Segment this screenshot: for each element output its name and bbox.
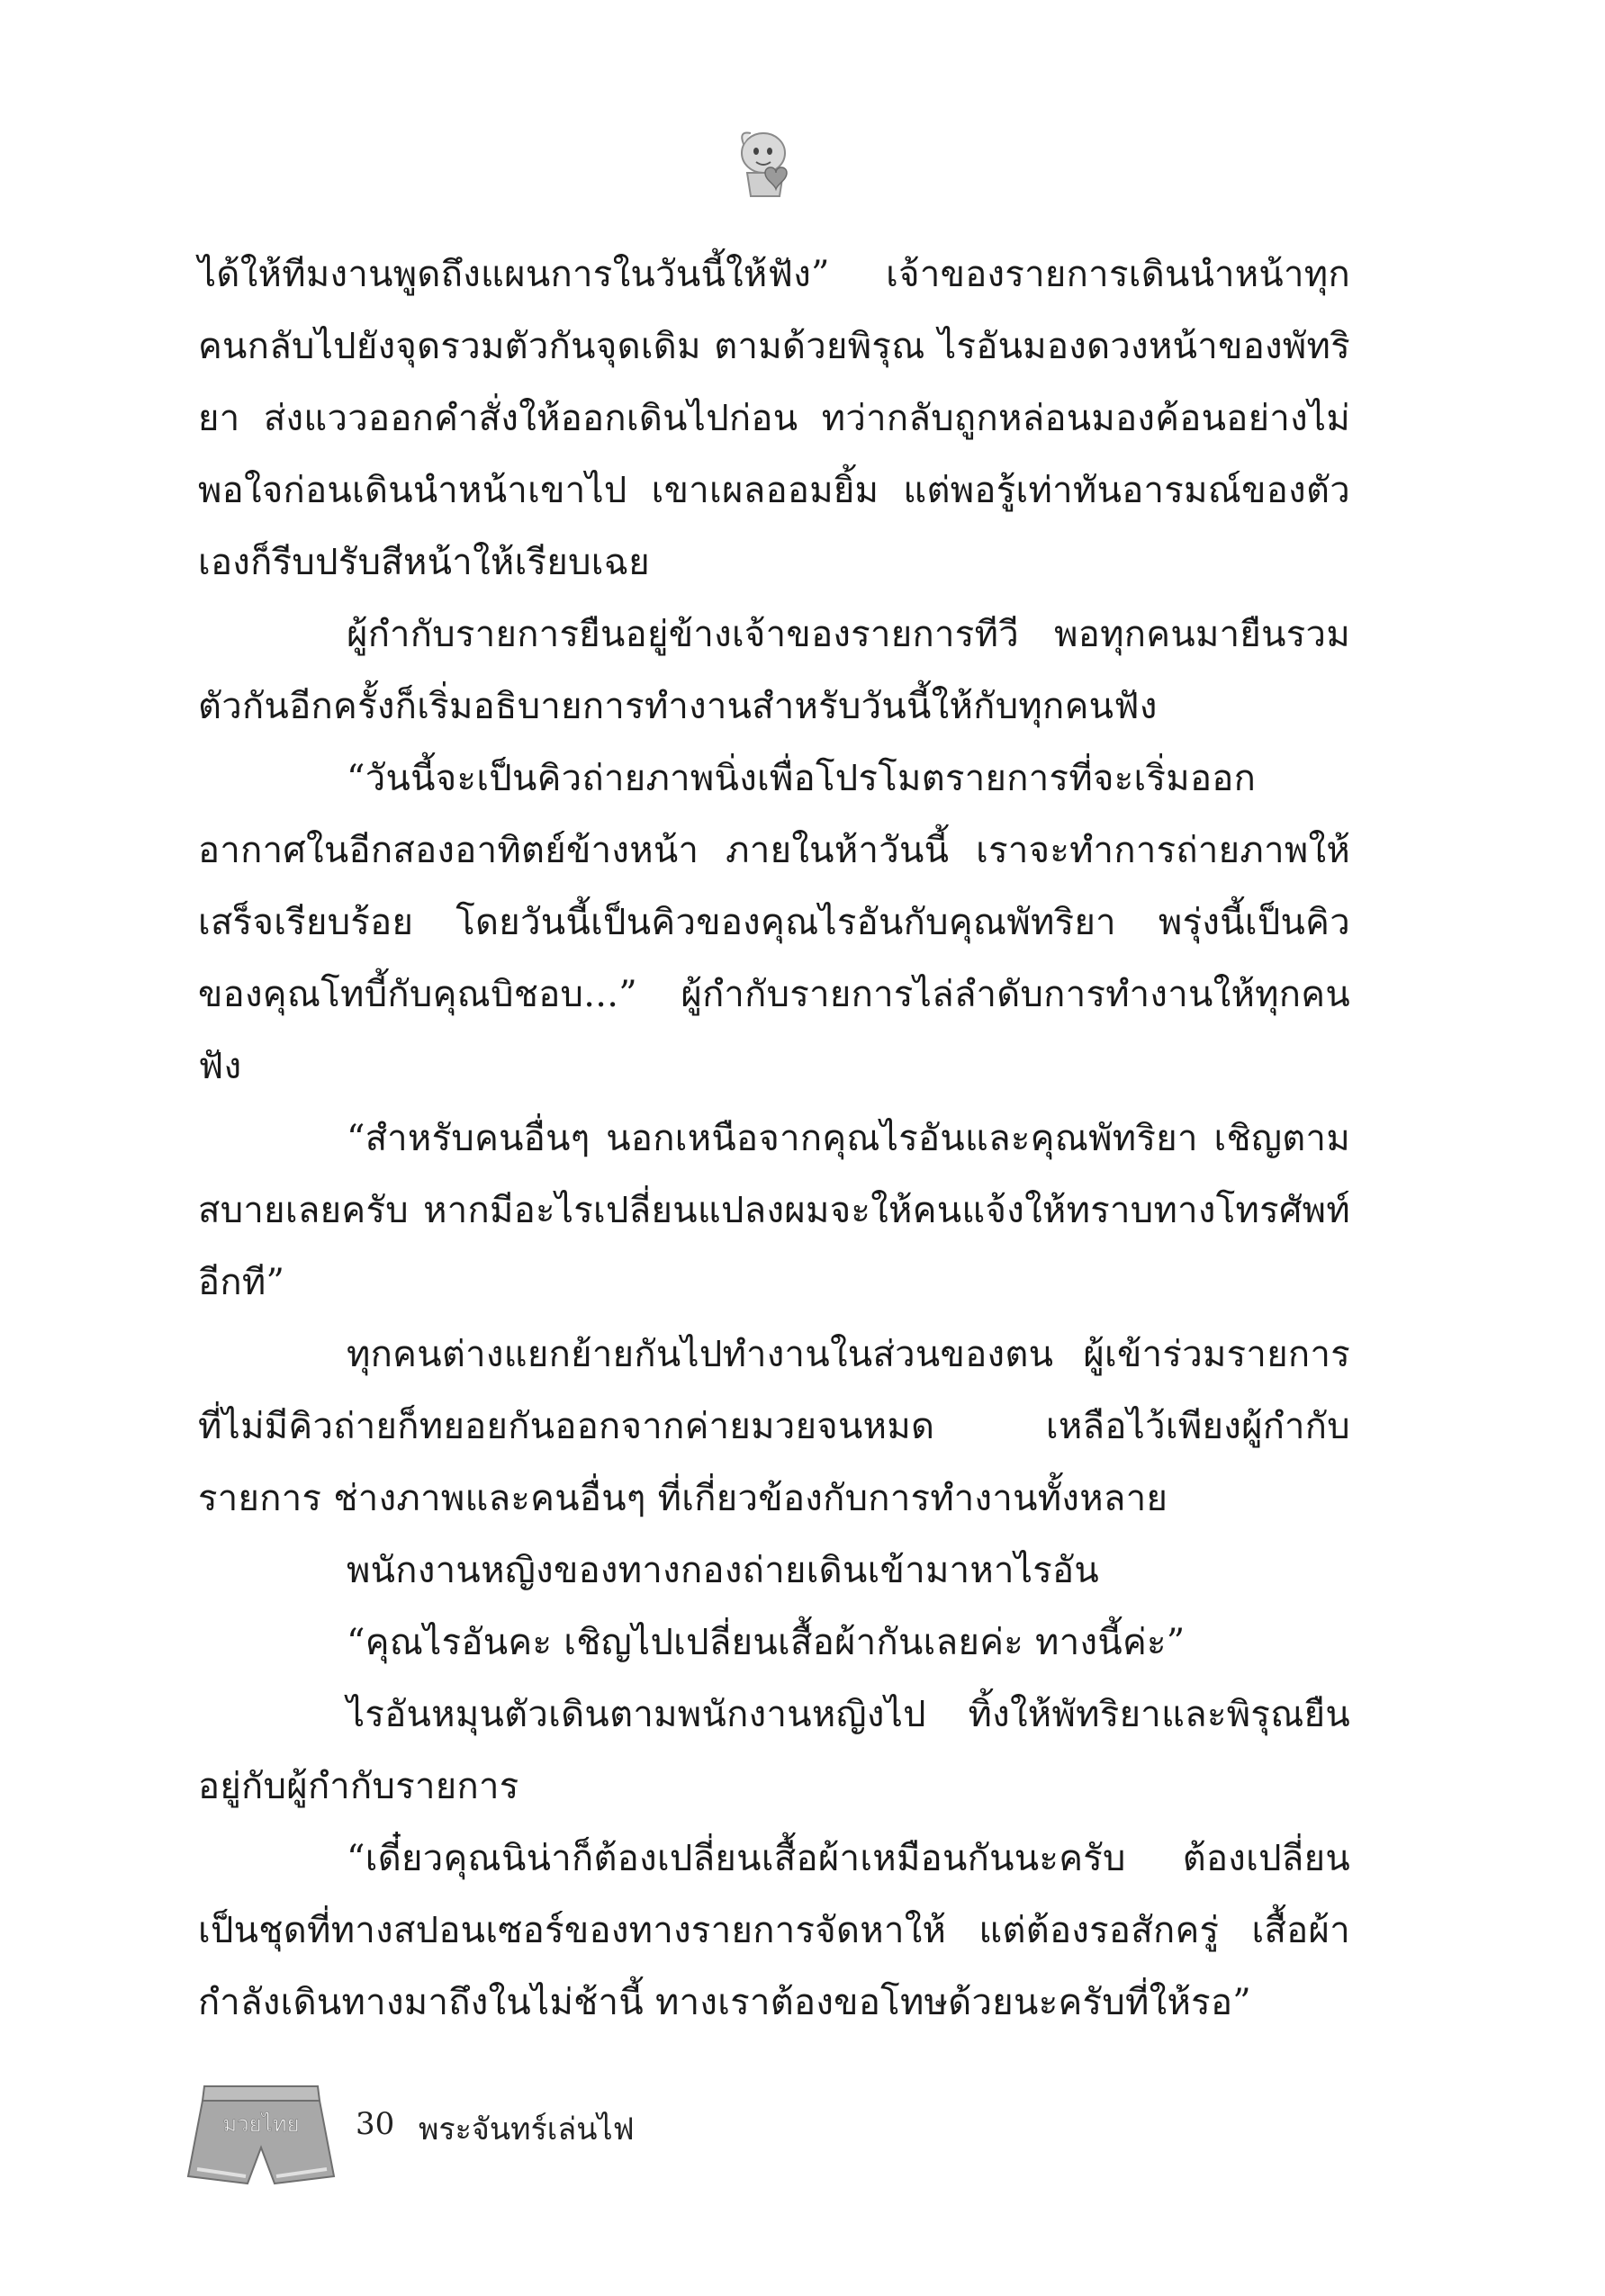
- body-text: [198, 239, 1350, 2039]
- paragraph: “วันนี้จะเป็นคิวถ่ายภาพนิ่งเพื่อโปรโมตรายการที่จะเริ่มออกอากาศในอีกสองอาทิตย์ข้างหน้า ภายในห้าวันนี้ เราจะทำการถ่ายภาพให้เสร็จเรียบร้อย โดยวันนี้เป็นคิวของคุณไรอันกับคุณพัทริยา พรุ่งนี้เป็นคิวของคุณโทบี้กับคุณบิชอบ...” ผู้กำกับรายการไล่ลำดับการทำงานให้ทุกคนฟัง: [198, 758, 1350, 1087]
- paragraph: ทุกคนต่างแยกย้ายกันไปทำงานในส่วนของตน ผู้เข้าร่วมรายการที่ไม่มีคิวถ่ายก็ทยอยกันออกจากค่ายมวยจนหมด เหลือไว้เพียงผู้กำกับรายการ ช่างภาพและคนอื่นๆ ที่เกี่ยวข้องกับการทำงานทั้งหลาย: [198, 1334, 1350, 1519]
- paragraph: “คุณไรอันคะ เชิญไปเปลี่ยนเสื้อผ้ากันเลยค่ะ ทางนี้ค่ะ”: [347, 1622, 1186, 1663]
- paragraph: ได้ให้ทีมงานพูดถึงแผนการในวันนี้ให้ฟัง” เจ้าของรายการเดินนำหน้าทุกคนกลับไปยังจุดรวมตัวกันจุดเดิม ตามด้วยพิรุณ ไรอันมองดวงหน้าของพัทริยา ส่งแววออกคำสั่งให้ออกเดินไปก่อน ทว่ากลับถูกหล่อนมองค้อนอย่างไม่พอใจก่อนเดินนำหน้าเขาไป เขาเผลออมยิ้ม แต่พอรู้เท่าทันอารมณ์ของตัวเองก็รีบปรับสีหน้าให้เรียบเฉย: [198, 254, 1350, 583]
- page-footer: [185, 2070, 815, 2205]
- shorts-lettering: มวยไทย: [222, 2111, 300, 2137]
- paragraph: ไรอันหมุนตัวเดินตามพนักงานหญิงไป ทิ้งให้พัทริยาและพิรุณยืนอยู่กับผู้กำกับรายการ: [198, 1694, 1350, 1807]
- cartoon-character-icon: [720, 117, 810, 207]
- book-title: พระจันทร์เล่นไฟ: [419, 2111, 635, 2147]
- page-number: 30: [356, 2106, 395, 2142]
- paragraph: “เดี๋ยวคุณนิน่าก็ต้องเปลี่ยนเสื้อผ้าเหมือนกันนะครับ ต้องเปลี่ยนเป็นชุดที่ทางสปอนเซอร์ของทางรายการจัดหาให้ แต่ต้องรอสักครู่ เสื้อผ้ากำลังเดินทางมาถึงในไม่ช้านี้ ทางเราต้องขอโทษด้วยนะครับที่ให้รอ”: [198, 1838, 1350, 2023]
- paragraph: “สำหรับคนอื่นๆ นอกเหนือจากคุณไรอันและคุณพัทริยา เชิญตามสบายเลยครับ หากมีอะไรเปลี่ยนแปลงผมจะให้คนแจ้งให้ทราบทางโทรศัพท์อีกที”: [198, 1118, 1350, 1303]
- muay-thai-shorts-icon: [185, 2070, 338, 2196]
- paragraph: พนักงานหญิงของทางกองถ่ายเดินเข้ามาหาไรอัน: [347, 1550, 1099, 1591]
- paragraph: ผู้กำกับรายการยืนอยู่ข้างเจ้าของรายการทีวี พอทุกคนมายืนรวมตัวกันอีกครั้งก็เริ่มอธิบายการทำงานสำหรับวันนี้ให้กับทุกคนฟัง: [198, 614, 1350, 727]
